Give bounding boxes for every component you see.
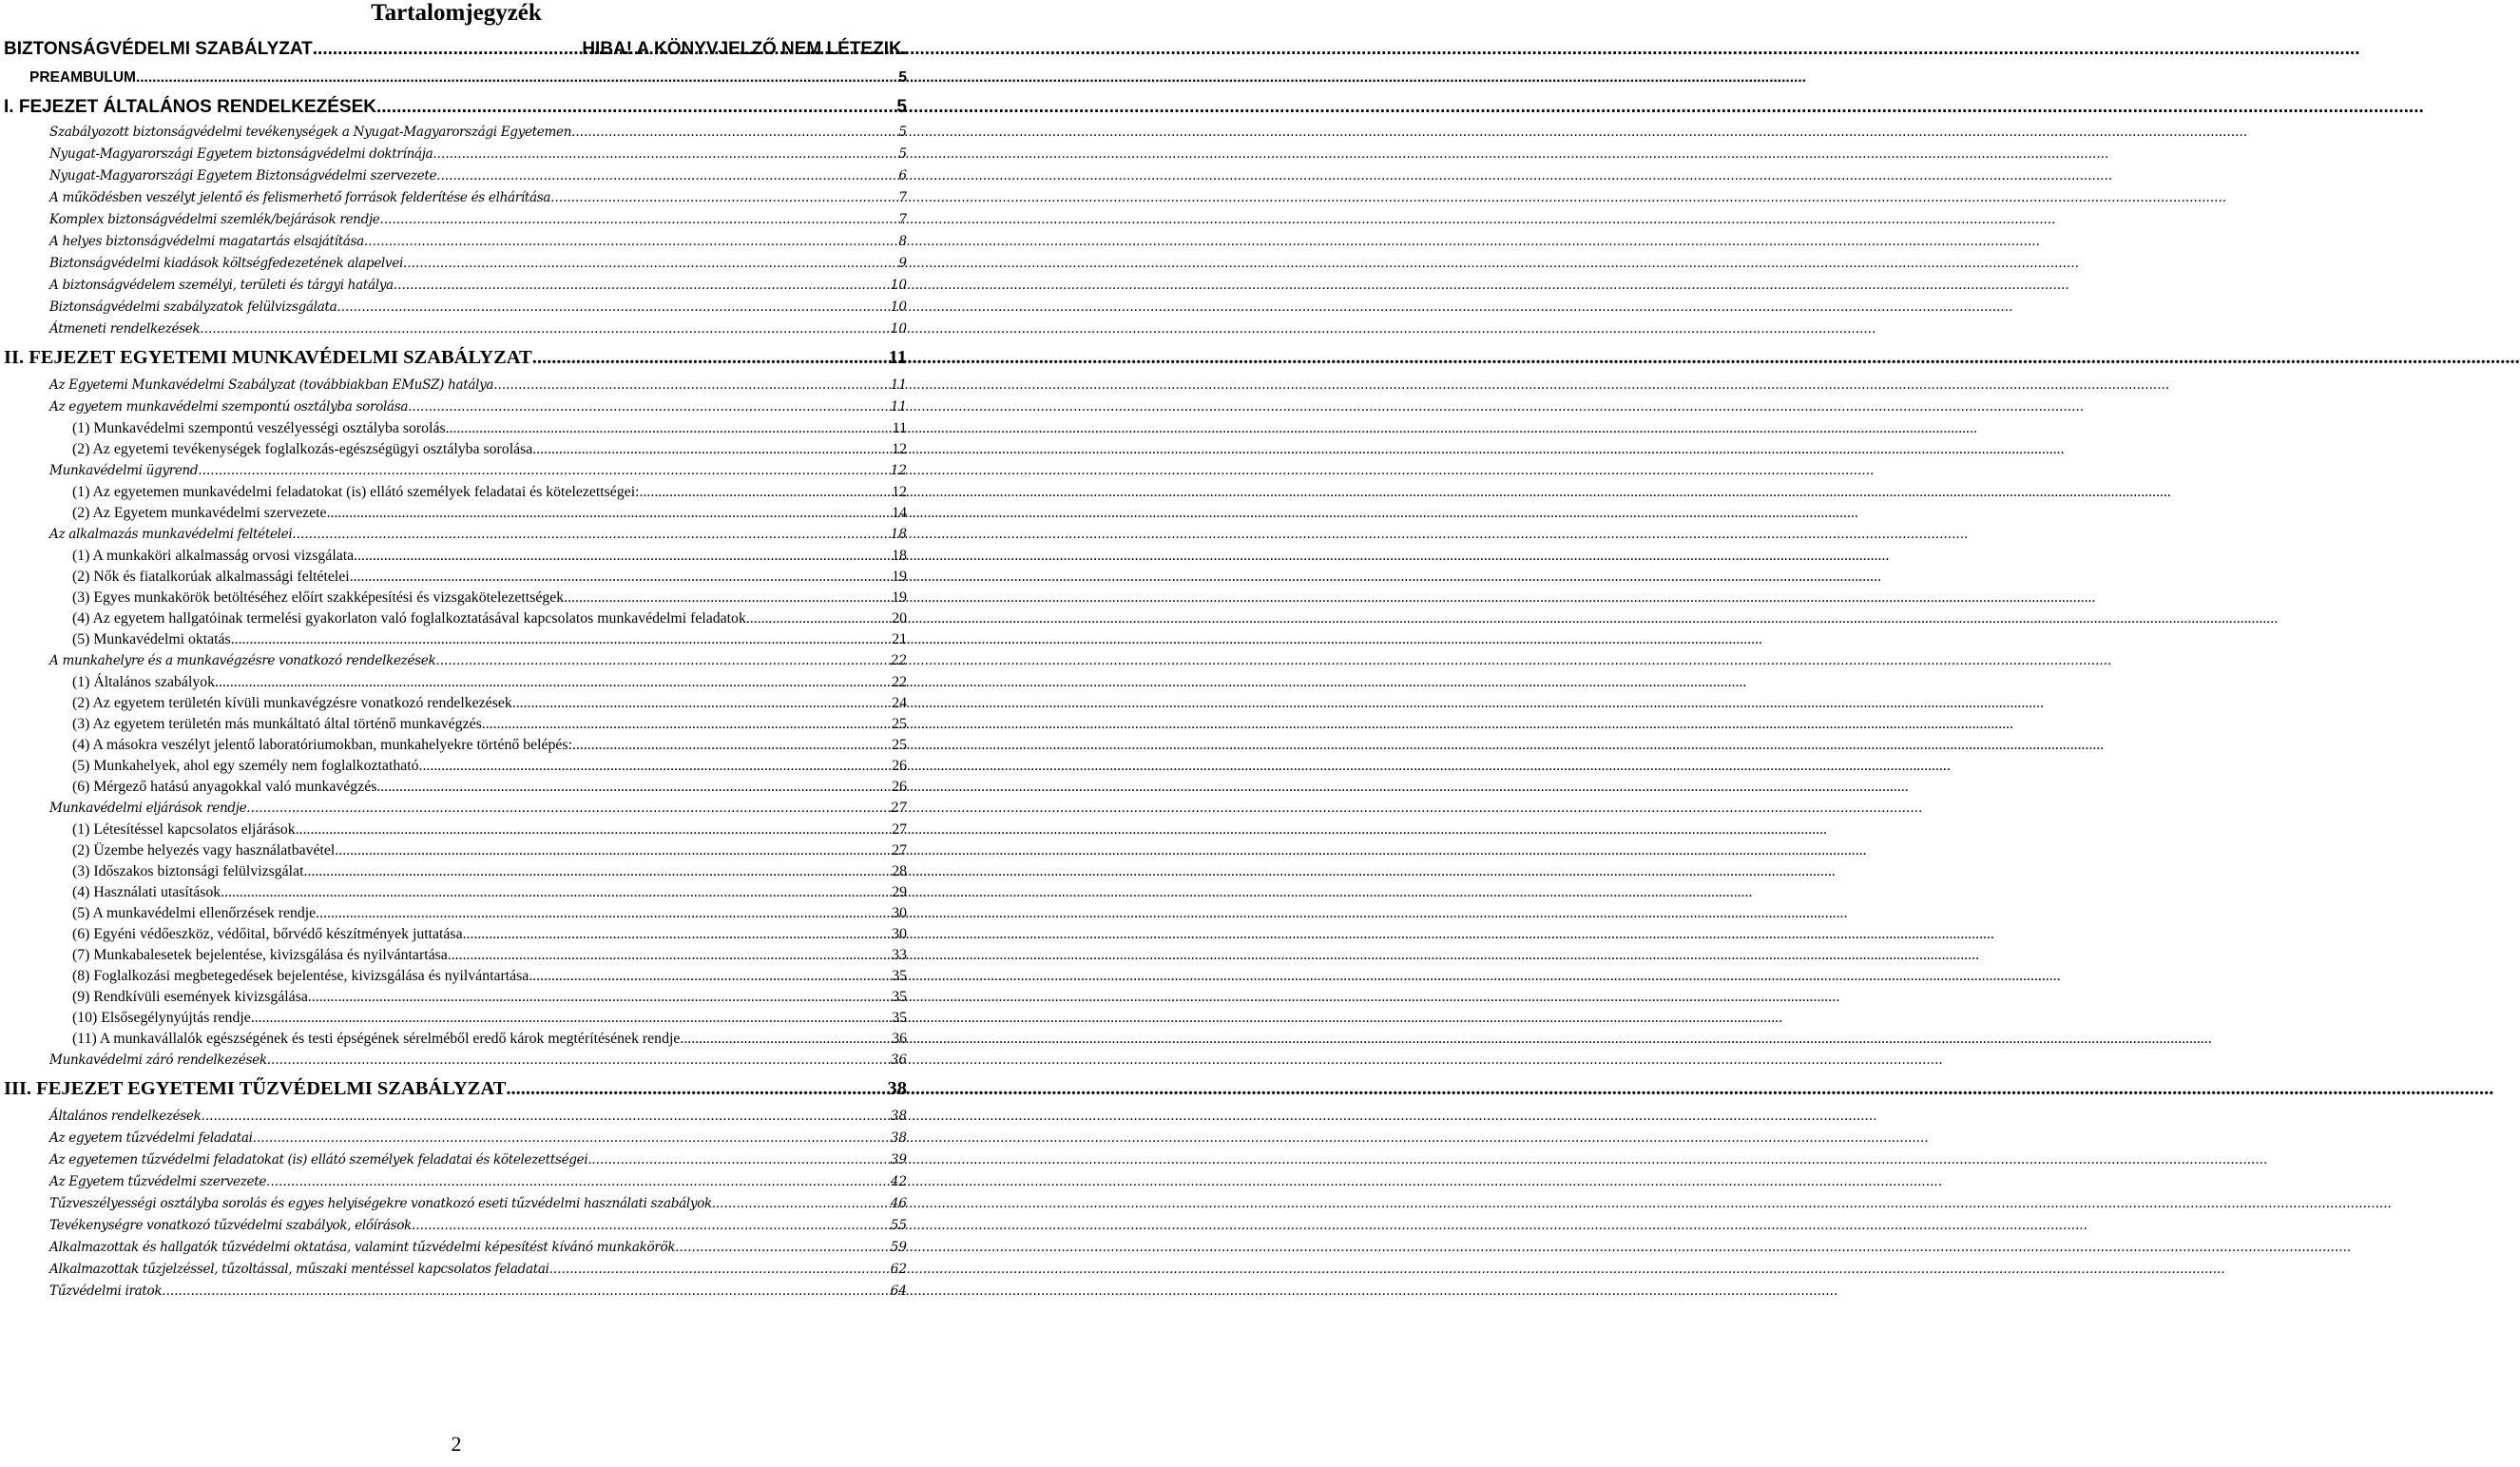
dot-leader (327, 503, 892, 524)
toc-entry-title: Az Egyetem tűzvédelmi szervezete (49, 1174, 267, 1189)
dot-leader (549, 1259, 890, 1281)
toc-entry-page: 7 (898, 190, 907, 205)
toc-entry-page: 6 (898, 168, 907, 183)
dot-leader (746, 608, 891, 629)
toc-entry[interactable] (49, 524, 907, 546)
table-of-contents (0, 34, 913, 1303)
toc-entry-page: 29 (892, 884, 907, 900)
dot-leader (412, 1215, 890, 1237)
dot-leader (380, 209, 898, 231)
dot-leader (591, 1149, 889, 1171)
toc-entry-page: 19 (892, 569, 907, 585)
dot-leader (376, 92, 895, 122)
dot-leader (316, 903, 891, 924)
dot-leader (200, 318, 889, 340)
dot-leader (493, 375, 890, 396)
toc-entry-page: 8 (898, 234, 907, 249)
toc-entry-page: 28 (892, 863, 907, 879)
toc-entry-page: 30 (892, 926, 907, 942)
toc-entry-page: 12 (890, 463, 907, 478)
toc-entry-title: (4) A másokra veszélyt jelentő laboratóriumokban, munkahelyekre történő belépés: (72, 737, 572, 753)
toc-entry-page: 10 (890, 299, 907, 315)
dot-leader (529, 966, 891, 987)
dot-leader (215, 672, 891, 693)
toc-entry-page: HIBA! A KÖNYVJELZŐ NEM LÉTEZIK. (582, 39, 907, 59)
toc-entry-page: 27 (890, 801, 907, 816)
toc-entry-page: 7 (898, 212, 907, 227)
toc-entry-title: Az egyetem munkavédelmi szempontú osztályba sorolása (49, 399, 409, 415)
dot-leader (564, 588, 891, 608)
toc-entry-page: 27 (892, 842, 907, 859)
dot-leader (419, 756, 892, 777)
toc-entry-page: 18 (892, 548, 907, 564)
toc-entry-title: Alkalmazottak és hallgatók tűzvédelmi oktatása, valamint tűzvédelmi képesítést kívánó munkakörök (49, 1240, 676, 1255)
toc-entry-page: 19 (892, 589, 907, 606)
toc-entry-title: Nyugat-Magyarországi Egyetem biztonságvédelmi doktrínája (49, 146, 433, 162)
toc-entry-title: A biztonságvédelem személyi, területi és tárgyi hatálya (49, 278, 394, 293)
dot-leader (303, 861, 891, 882)
toc-entry[interactable] (72, 693, 907, 714)
toc-entry[interactable] (49, 650, 907, 672)
toc-entry-title: (1) Általános szabályok (72, 674, 216, 690)
toc-entry-page: 62 (890, 1262, 907, 1277)
toc-entry-title: Az egyetemen tűzvédelmi feladatokat (is) ellátó személyek feladatai és kötelezettségei. (49, 1152, 592, 1168)
toc-entry-page: 30 (892, 905, 907, 921)
toc-entry-page: 38 (887, 1078, 907, 1099)
toc-entry[interactable] (72, 482, 907, 503)
toc-entry-page: 25 (892, 737, 907, 753)
dot-leader (433, 144, 897, 165)
dot-leader (221, 882, 891, 903)
toc-entry-page: 59 (890, 1240, 907, 1255)
toc-entry-page: 24 (892, 695, 907, 711)
toc-entry-page: 25 (892, 716, 907, 732)
toc-entry-page: 64 (890, 1284, 907, 1299)
toc-entry-title: (1) A munkaköri alkalmasság orvosi vizsgálata. (72, 548, 358, 564)
toc-entry[interactable] (49, 1149, 907, 1171)
toc-entry-title: II. FEJEZET EGYETEMI MUNKAVÉDELMI SZABÁLYZAT (4, 347, 532, 368)
toc-entry[interactable] (72, 924, 907, 945)
toc-entry[interactable] (72, 903, 907, 924)
dot-leader (680, 1029, 891, 1050)
dot-leader (550, 187, 897, 209)
document-page (0, 0, 913, 1467)
toc-entry[interactable] (72, 608, 907, 629)
toc-entry-page: 22 (890, 653, 907, 668)
toc-entry-title: Biztonságvédelmi kiadások költségfedezetének alapelvei (49, 256, 403, 271)
dot-leader (403, 253, 897, 275)
toc-entry[interactable] (72, 503, 907, 524)
toc-entry-title: (4) Az egyetem hallgatóinak termelési gyakorlaton való foglalkoztatásával kapcsolatos munkavédelmi feladatok (72, 610, 746, 627)
toc-entry-page: 10 (890, 321, 907, 337)
toc-entry-page: 12 (892, 484, 907, 500)
toc-entry[interactable] (49, 375, 907, 396)
toc-entry[interactable] (4, 34, 907, 64)
toc-entry-page: 21 (892, 631, 907, 647)
toc-entry-page: 36 (892, 1031, 907, 1047)
dot-leader (532, 439, 891, 460)
toc-entry[interactable] (49, 297, 907, 318)
toc-entry-title: Az egyetem tűzvédelmi feladatai (49, 1130, 253, 1146)
toc-entry[interactable] (49, 275, 907, 297)
toc-entry-title: (5) Munkahelyek, ahol egy személy nem foglalkoztatható (72, 758, 419, 774)
toc-entry-page: 35 (892, 968, 907, 984)
toc-entry-page: 39 (890, 1152, 907, 1168)
dot-leader (246, 798, 889, 820)
toc-entry-title: Tűzvédelmi iratok (49, 1284, 163, 1299)
toc-entry-title: (3) Az egyetem területén más munkáltató által történő munkavégzés (72, 716, 482, 732)
toc-entry-page: 38 (890, 1109, 907, 1124)
toc-entry[interactable] (49, 253, 907, 275)
dot-leader (350, 567, 892, 588)
toc-entry-page: 27 (892, 821, 907, 838)
toc-entry[interactable] (49, 1106, 907, 1128)
toc-entry-title: (2) Az egyetemi tevékenységek foglalkozás-egészségügyi osztályba sorolása (72, 441, 533, 457)
toc-entry-title: (6) Mérgező hatású anyagokkal való munkavégzés (72, 779, 377, 795)
toc-entry-page: 55 (890, 1218, 907, 1233)
toc-entry[interactable] (72, 945, 907, 966)
toc-entry-title: (7) Munkabalesetek bejelentése, kivizsgálása és nyilvántartása (72, 947, 448, 963)
toc-entry-title: Átmeneti rendelkezések (49, 321, 201, 337)
dot-leader (640, 482, 892, 503)
toc-entry-title: I. FEJEZET ÁLTALÁNOS RENDELKEZÉSEK (4, 97, 376, 117)
dot-leader (136, 64, 897, 92)
dot-leader (394, 275, 890, 297)
dot-leader (335, 840, 891, 861)
toc-entry[interactable] (72, 418, 907, 439)
dot-leader (292, 524, 889, 546)
toc-entry[interactable] (49, 1215, 907, 1237)
dot-leader (572, 735, 891, 756)
toc-entry[interactable] (72, 714, 907, 735)
toc-entry-title: (2) Nők és fiatalkorúak alkalmassági feltételei (72, 569, 350, 585)
toc-entry[interactable] (72, 840, 907, 861)
toc-entry[interactable] (72, 882, 907, 903)
dot-leader (408, 396, 890, 418)
dot-leader (308, 987, 891, 1008)
toc-entry-title: Tűzveszélyességi osztályba sorolás és egyes helyiségekre vonatkozó eseti tűzvédelmi használati szabályok. (49, 1196, 716, 1211)
toc-entry-title: Alkalmazottak tűzjelzéssel, tűzoltással, műszaki mentéssel kapcsolatos feladatai (49, 1262, 549, 1277)
toc-entry[interactable] (49, 122, 907, 144)
toc-entry[interactable] (72, 987, 907, 1008)
toc-entry[interactable] (49, 1193, 907, 1215)
toc-entry-title: Nyugat-Magyarországi Egyetem Biztonságvédelmi szervezete (49, 168, 437, 183)
toc-entry-title: (11) A munkavállalók egészségének és testi épségének sérelméből eredő károk megtérítésének rendje (72, 1031, 681, 1047)
toc-entry-page: 18 (890, 527, 907, 542)
toc-entry[interactable] (4, 340, 907, 375)
toc-entry-title: A működésben veszélyt jelentő és felismerhető források felderítése és elhárítása (49, 190, 551, 205)
toc-entry-title: Biztonságvédelmi szabályzatok felülvizsgálata (49, 299, 337, 315)
toc-entry-title: III. FEJEZET EGYETEMI TŰZVÉDELMI SZABÁLYZAT (4, 1078, 507, 1099)
dot-leader (357, 546, 891, 567)
toc-entry-title: (5) A munkavédelmi ellenőrzések rendje (72, 905, 317, 921)
toc-entry-title: Az Egyetemi Munkavédelmi Szabályzat (továbbiakban EMuSZ) hatálya (49, 377, 494, 393)
toc-entry[interactable] (49, 1171, 907, 1193)
toc-entry-page: 12 (892, 441, 907, 457)
toc-entry-title: PREAMBULUM (29, 69, 136, 86)
dot-leader (267, 1050, 890, 1071)
toc-entry[interactable] (49, 396, 907, 418)
toc-entry[interactable] (49, 1237, 907, 1259)
dot-leader (364, 231, 897, 253)
toc-entry[interactable] (72, 546, 907, 567)
toc-entry[interactable] (72, 820, 907, 840)
toc-entry-page: 26 (892, 758, 907, 774)
toc-entry-title: (2) Az Egyetem munkavédelmi szervezete (72, 505, 327, 521)
toc-entry[interactable] (49, 318, 907, 340)
dot-leader (251, 1008, 891, 1029)
toc-entry-title: (2) Üzembe helyezés vagy használatbavétel (72, 842, 336, 859)
toc-entry-title: (6) Egyéni védőeszköz, védőital, bőrvédő készítmények juttatása (72, 926, 463, 942)
page-number: 2 (451, 1432, 462, 1456)
toc-entry[interactable] (49, 231, 907, 253)
toc-entry-title: (3) Egyes munkakörök betöltéséhez előírt szakképesítési és vizsgakötelezettségek (72, 589, 565, 606)
toc-entry-title: Tevékenységre vonatkozó tűzvédelmi szabályok, előírások (49, 1218, 412, 1233)
toc-entry-page: 5 (896, 97, 907, 117)
toc-entry-title: (4) Használati utasítások (72, 884, 221, 900)
toc-entry-page: 5 (898, 125, 907, 140)
toc-entry[interactable] (4, 92, 907, 122)
toc-entry[interactable] (49, 1281, 907, 1303)
dot-leader (675, 1237, 889, 1259)
dot-leader (202, 1106, 890, 1128)
toc-entry-page: 14 (892, 505, 907, 521)
toc-entry[interactable] (49, 1259, 907, 1281)
toc-entry-page: 35 (892, 989, 907, 1005)
toc-entry[interactable] (72, 588, 907, 608)
toc-entry[interactable] (49, 798, 907, 820)
toc-entry[interactable] (72, 756, 907, 777)
toc-entry-title: (1) Létesítéssel kapcsolatos eljárások (72, 821, 296, 838)
toc-entry-page: 11 (890, 399, 907, 415)
dot-leader (337, 297, 889, 318)
toc-entry-page: 11 (888, 347, 907, 368)
dot-leader (162, 1281, 889, 1303)
toc-entry[interactable] (49, 165, 907, 187)
toc-entry-page: 42 (890, 1174, 907, 1189)
toc-entry[interactable] (4, 1071, 907, 1106)
toc-entry-page: 33 (892, 947, 907, 963)
toc-entry[interactable] (49, 187, 907, 209)
dot-leader (266, 1171, 890, 1193)
toc-entry-page: 46 (890, 1196, 907, 1211)
toc-entry-page: 5 (898, 69, 907, 86)
toc-entry-page: 20 (892, 610, 907, 627)
dot-leader (436, 165, 897, 187)
toc-entry-title: (10) Elsősegélynyújtás rendje (72, 1010, 251, 1026)
toc-entry[interactable] (72, 966, 907, 987)
dot-leader (506, 1071, 886, 1106)
toc-entry[interactable] (49, 209, 907, 231)
toc-entry-page: 26 (892, 779, 907, 795)
dot-leader (512, 693, 891, 714)
toc-entry-page: 10 (890, 278, 907, 293)
toc-entry-title: A helyes biztonságvédelmi magatartás elsajátítása (49, 234, 364, 249)
dot-leader (296, 820, 892, 840)
toc-entry[interactable] (49, 1128, 907, 1149)
toc-entry-title: (1) Az egyetemen munkavédelmi feladatokat (is) ellátó személyek feladatai és kötelezettségei: (72, 484, 640, 500)
dot-leader (571, 122, 897, 144)
toc-entry[interactable] (72, 567, 907, 588)
dot-leader (716, 1193, 890, 1215)
toc-entry-title: (3) Időszakos biztonsági felülvizsgálat (72, 863, 304, 879)
toc-entry-title: (5) Munkavédelmi oktatás (72, 631, 231, 647)
dot-leader (482, 714, 891, 735)
toc-entry-title: Munkavédelmi záró rendelkezések (49, 1052, 267, 1068)
toc-entry[interactable] (49, 460, 907, 482)
toc-entry[interactable] (72, 439, 907, 460)
toc-entry[interactable] (29, 64, 907, 92)
toc-entry-title: (2) Az egyetem területén kívüli munkavégzésre vonatkozó rendelkezések (72, 695, 512, 711)
toc-entry[interactable] (72, 629, 907, 650)
toc-entry-title: Munkavédelmi ügyrend (49, 463, 199, 478)
dot-leader (532, 340, 888, 375)
dot-leader (435, 650, 889, 672)
dot-leader (253, 1128, 890, 1149)
toc-entry-title: (9) Rendkívüli események kivizsgálása (72, 989, 308, 1005)
toc-entry-page: 35 (892, 1010, 907, 1026)
toc-entry-page: 9 (898, 256, 907, 271)
toc-entry-title: BIZTONSÁGVÉDELMI SZABÁLYZAT (4, 39, 313, 59)
toc-entry-page: 11 (890, 377, 907, 393)
toc-entry[interactable] (72, 861, 907, 882)
toc-entry-page: 36 (890, 1052, 907, 1068)
toc-entry[interactable] (72, 1029, 907, 1050)
dot-leader (231, 629, 892, 650)
toc-entry-title: Komplex biztonságvédelmi szemlék/bejárások rendje (49, 212, 380, 227)
toc-entry[interactable] (49, 1050, 907, 1071)
toc-entry-page: 38 (890, 1130, 907, 1146)
dot-leader (446, 418, 892, 439)
dot-leader (463, 924, 892, 945)
toc-entry-title: (1) Munkavédelmi szempontú veszélyességi osztályba sorolás (72, 420, 446, 436)
toc-entry-page: 11 (892, 420, 907, 436)
toc-entry-title: Munkavédelmi eljárások rendje (49, 801, 247, 816)
dot-leader (448, 945, 891, 966)
toc-entry[interactable] (72, 1008, 907, 1029)
toc-entry-title: Az alkalmazás munkavédelmi feltételei (49, 527, 293, 542)
toc-entry[interactable] (72, 672, 907, 693)
toc-entry[interactable] (72, 777, 907, 798)
dot-leader (198, 460, 889, 482)
toc-entry-title: (8) Foglalkozási megbetegedések bejelentése, kivizsgálása és nyilvántartása (72, 968, 529, 984)
toc-entry-title: Szabályozott biztonságvédelmi tevékenységek a Nyugat-Magyarországi Egyetemen (49, 125, 572, 140)
toc-entry-title: A munkahelyre és a munkavégzésre vonatkozó rendelkezések (49, 653, 436, 668)
dot-leader (376, 777, 891, 798)
toc-entry-title: Általános rendelkezések (49, 1109, 202, 1124)
toc-entry-page: 22 (892, 674, 907, 690)
toc-entry[interactable] (72, 735, 907, 756)
toc-entry-page: 5 (898, 146, 907, 162)
page-title: Tartalomjegyzék (371, 0, 542, 26)
dot-leader (313, 34, 582, 64)
toc-entry[interactable] (49, 144, 907, 165)
